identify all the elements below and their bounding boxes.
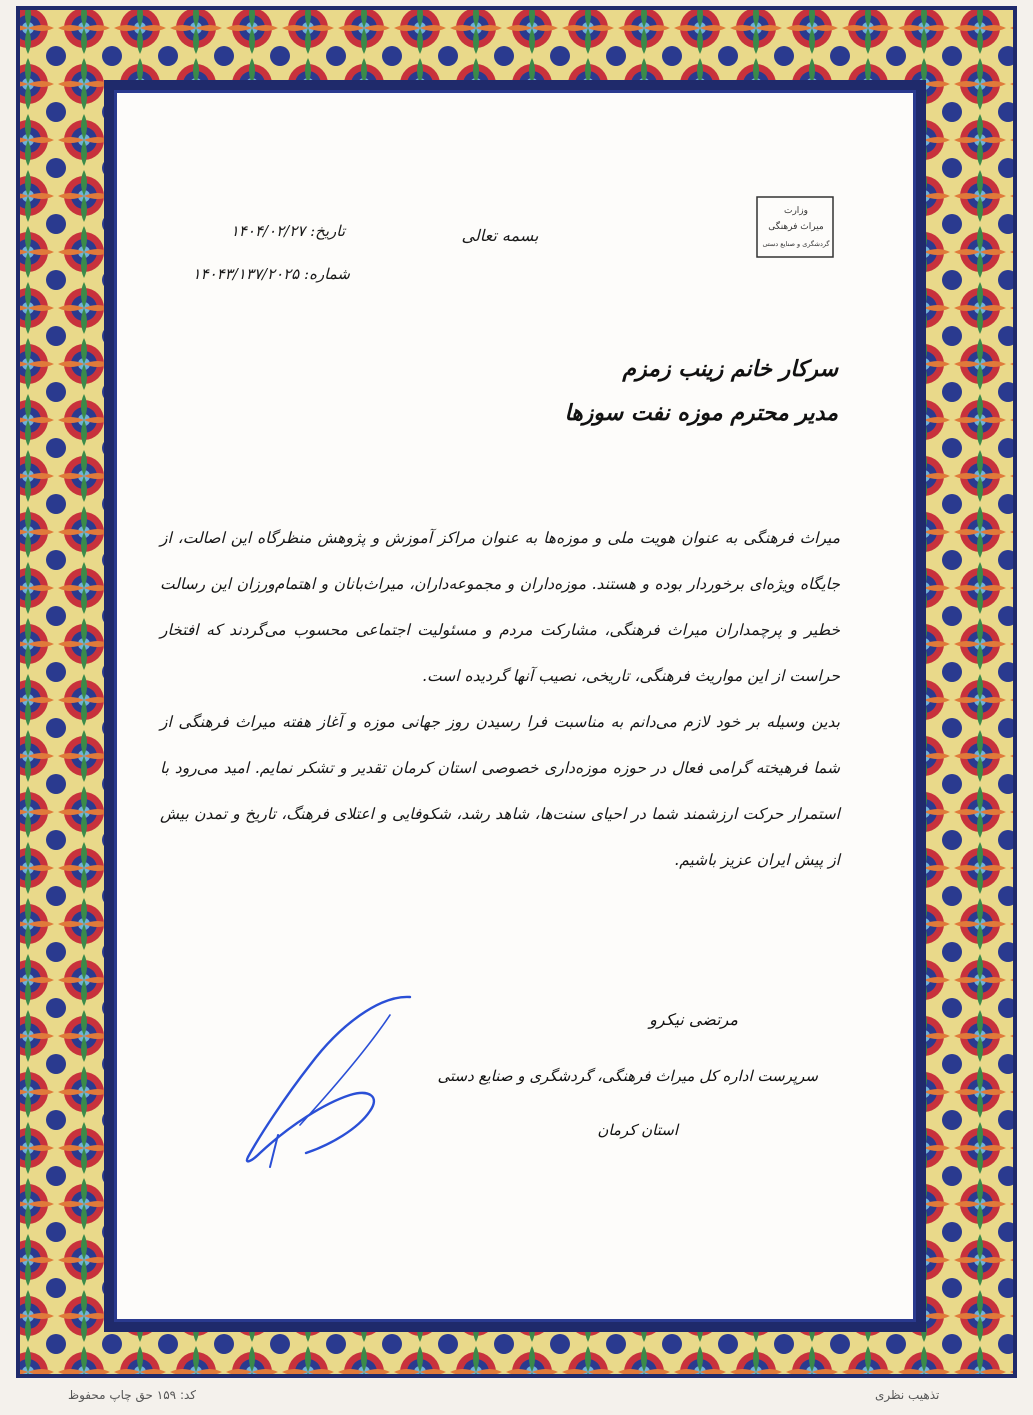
signer-province: استان کرمان xyxy=(597,1121,678,1139)
recipient-block xyxy=(565,356,839,444)
date-row xyxy=(200,222,345,240)
signer-name: مرتضی نیکرو xyxy=(649,1010,738,1029)
body-paragraph-1: میراث فرهنگی به عنوان هویت ملی و موزه‌ها به عنوان مراکز آموزش و پژوهش منظرگاه این اصالت، از جایگاه ویژه‌ای برخوردار بوده و هستند. موزه‌داران و مجموعه‌داران، میراث‌بانان و اهتمام‌ورزان این رسالت خطیر و پرچمداران میراث فرهنگی، مشارکت مردم و مسئولیت اجتماعی محسوب می‌گردند که افتخار حراست از این مواریث فرهنگی، تاریخی، نصیب آنها گردیده است. xyxy=(160,529,840,685)
letter-body xyxy=(160,515,840,883)
footer-designer: تذهیب نظری xyxy=(875,1388,940,1402)
logo-line-2: میراث فرهنگی xyxy=(768,222,824,232)
signer-title: سرپرست اداره کل میراث فرهنگی، گردشگری و صنایع دستی xyxy=(437,1067,818,1085)
logo-line-3: گردشگری و صنایع دستی xyxy=(762,240,830,248)
body-paragraph-2: بدین وسیله بر خود لازم می‌دانم به مناسبت فرا رسیدن روز جهانی موزه و آغاز هفته میراث فرهنگی از شما فرهیخته گرامی فعال در حوزه موزه‌داری خصوصی استان کرمان تقدیر و تشکر نمایم. امید می‌رود با استمرار حرکت ارزشمند شما در احیای سنت‌ها، شاهد رشد، شکوفایی و اعتلای فرهنگ، تاریخ و تمدن بیش از پیش ایران عزیز باشیم. xyxy=(160,713,840,869)
recipient-position: مدیر محترم موزه نفت سوزها xyxy=(564,400,838,426)
logo-line-1: وزارت xyxy=(783,206,809,216)
date-label: تاریخ: xyxy=(310,222,345,240)
bismillah-heading: بسمه تعالی xyxy=(461,226,539,245)
number-row xyxy=(190,265,350,283)
recipient-name: سرکار خانم زینب زمزم xyxy=(622,356,838,382)
handwritten-signature xyxy=(230,985,430,1175)
footer-code: کد: ۱۵۹ حق چاپ محفوظ xyxy=(68,1388,196,1402)
date-value: ۱۴۰۴/۰۲/۲۷ xyxy=(230,222,306,240)
number-label: شماره: xyxy=(304,265,350,283)
number-value: ۱۴۰۴۳/۱۳۷/۲۰۲۵ xyxy=(192,265,300,283)
signature-block xyxy=(438,1010,818,1139)
ministry-logo xyxy=(756,196,834,258)
